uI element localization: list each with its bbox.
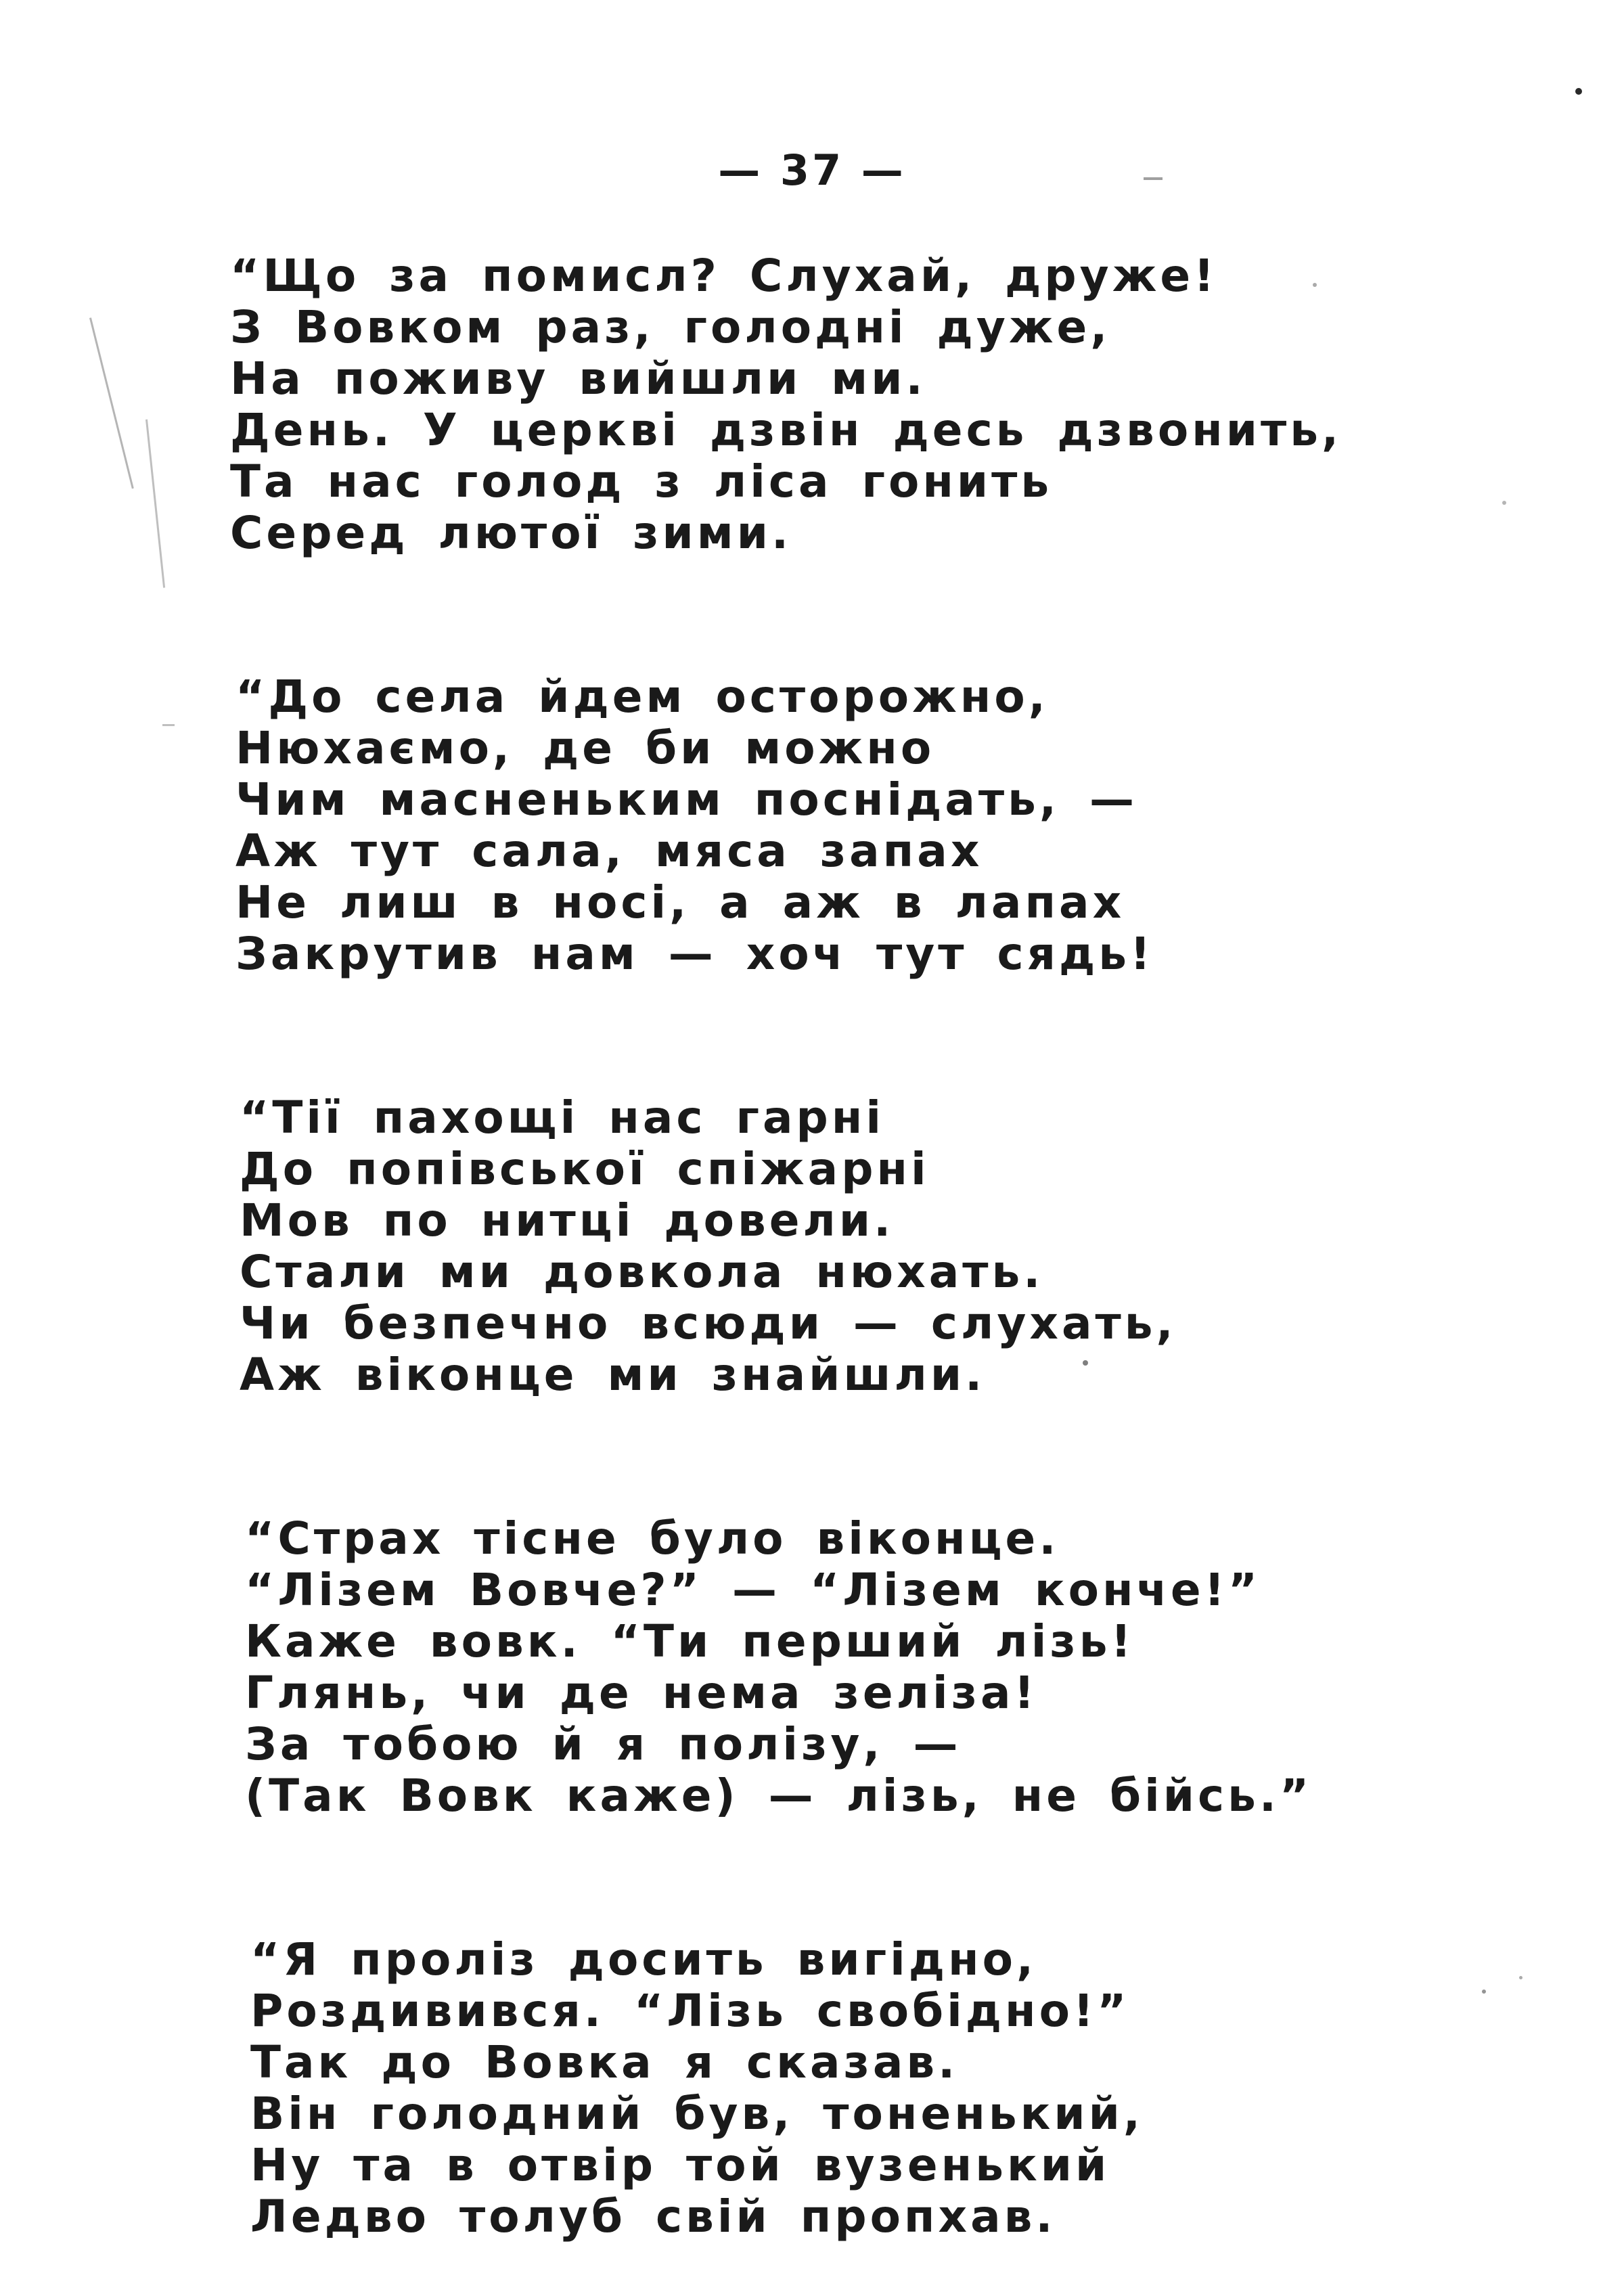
poem-line: “Я проліз досить вигідно, (250, 1933, 1037, 1985)
page-number: — 37 — (718, 145, 906, 195)
poem-line: Так до Вовка я сказав. (250, 2036, 959, 2088)
poem-line: “Лізем Вовче?” — “Лізем конче!” (245, 1564, 1261, 1616)
poem-line: З Вовком раз, голодні дуже, (230, 301, 1111, 353)
poem-line: До попівської спіжарні (240, 1143, 930, 1195)
stanza (235, 671, 1414, 980)
poem-line: Нюхаємо, де би можно (235, 722, 935, 774)
poem-line: Ну та в отвір той вузенький (250, 2139, 1110, 2191)
stanza (250, 1934, 1414, 2243)
poem-line: Аж віконце ми знайшли. (240, 1349, 986, 1401)
poem (230, 250, 1414, 2243)
stanza (240, 1092, 1414, 1401)
binding-edge-mark (89, 317, 134, 489)
stanza (230, 250, 1414, 559)
poem-line: Серед лютої зими. (230, 507, 792, 559)
poem-line: Стали ми довкола нюхать. (240, 1246, 1044, 1298)
poem-line: День. У церкві дзвін десь дзвонить, (230, 404, 1343, 456)
poem-line: На поживу вийшли ми. (230, 353, 926, 405)
poem-line: (Так Вовк каже) — лізь, не бійсь.” (245, 1770, 1313, 1822)
binding-edge-mark (145, 420, 165, 588)
poem-line: “Страх тісне було віконце. (245, 1512, 1060, 1565)
poem-line: Чи безпечно всюди — слухать, (240, 1297, 1177, 1349)
poem-line: “Тії пахощі нас гарні (240, 1092, 884, 1144)
poem-line: Він голодний був, тоненький, (250, 2088, 1144, 2140)
poem-line: Глянь, чи де нема зеліза! (245, 1667, 1038, 1719)
scan-speck (1502, 501, 1506, 505)
poem-line: “Що за помисл? Слухай, друже! (230, 250, 1218, 302)
poem-line: Закрутив нам — хоч тут сядь! (235, 928, 1154, 980)
poem-line: Мов по нитці довели. (240, 1194, 895, 1246)
scan-speck (162, 724, 175, 726)
poem-line: Та нас голод з ліса гонить (230, 455, 1053, 508)
poem-line: “До села йдем осторожно, (235, 671, 1049, 723)
poem-line: Аж тут сала, мяса запах (235, 825, 983, 877)
poem-line: Чим масненьким поснідать, — (235, 773, 1137, 826)
scan-speck (1575, 88, 1582, 95)
poem-line: Ледво толуб свій пропхав. (250, 2191, 1056, 2243)
poem-line: Каже вовк. “Ти перший лізь! (245, 1615, 1135, 1667)
scan-speck (1482, 1990, 1486, 1994)
scan-speck (1519, 1976, 1522, 1979)
stanza (245, 1513, 1414, 1822)
poem-line: Не лиш в носі, а аж в лапах (235, 876, 1125, 928)
poem-line: За тобою й я полізу, — (245, 1718, 962, 1770)
poem-line: Роздивився. “Лізь свобідно!” (250, 1985, 1130, 2037)
